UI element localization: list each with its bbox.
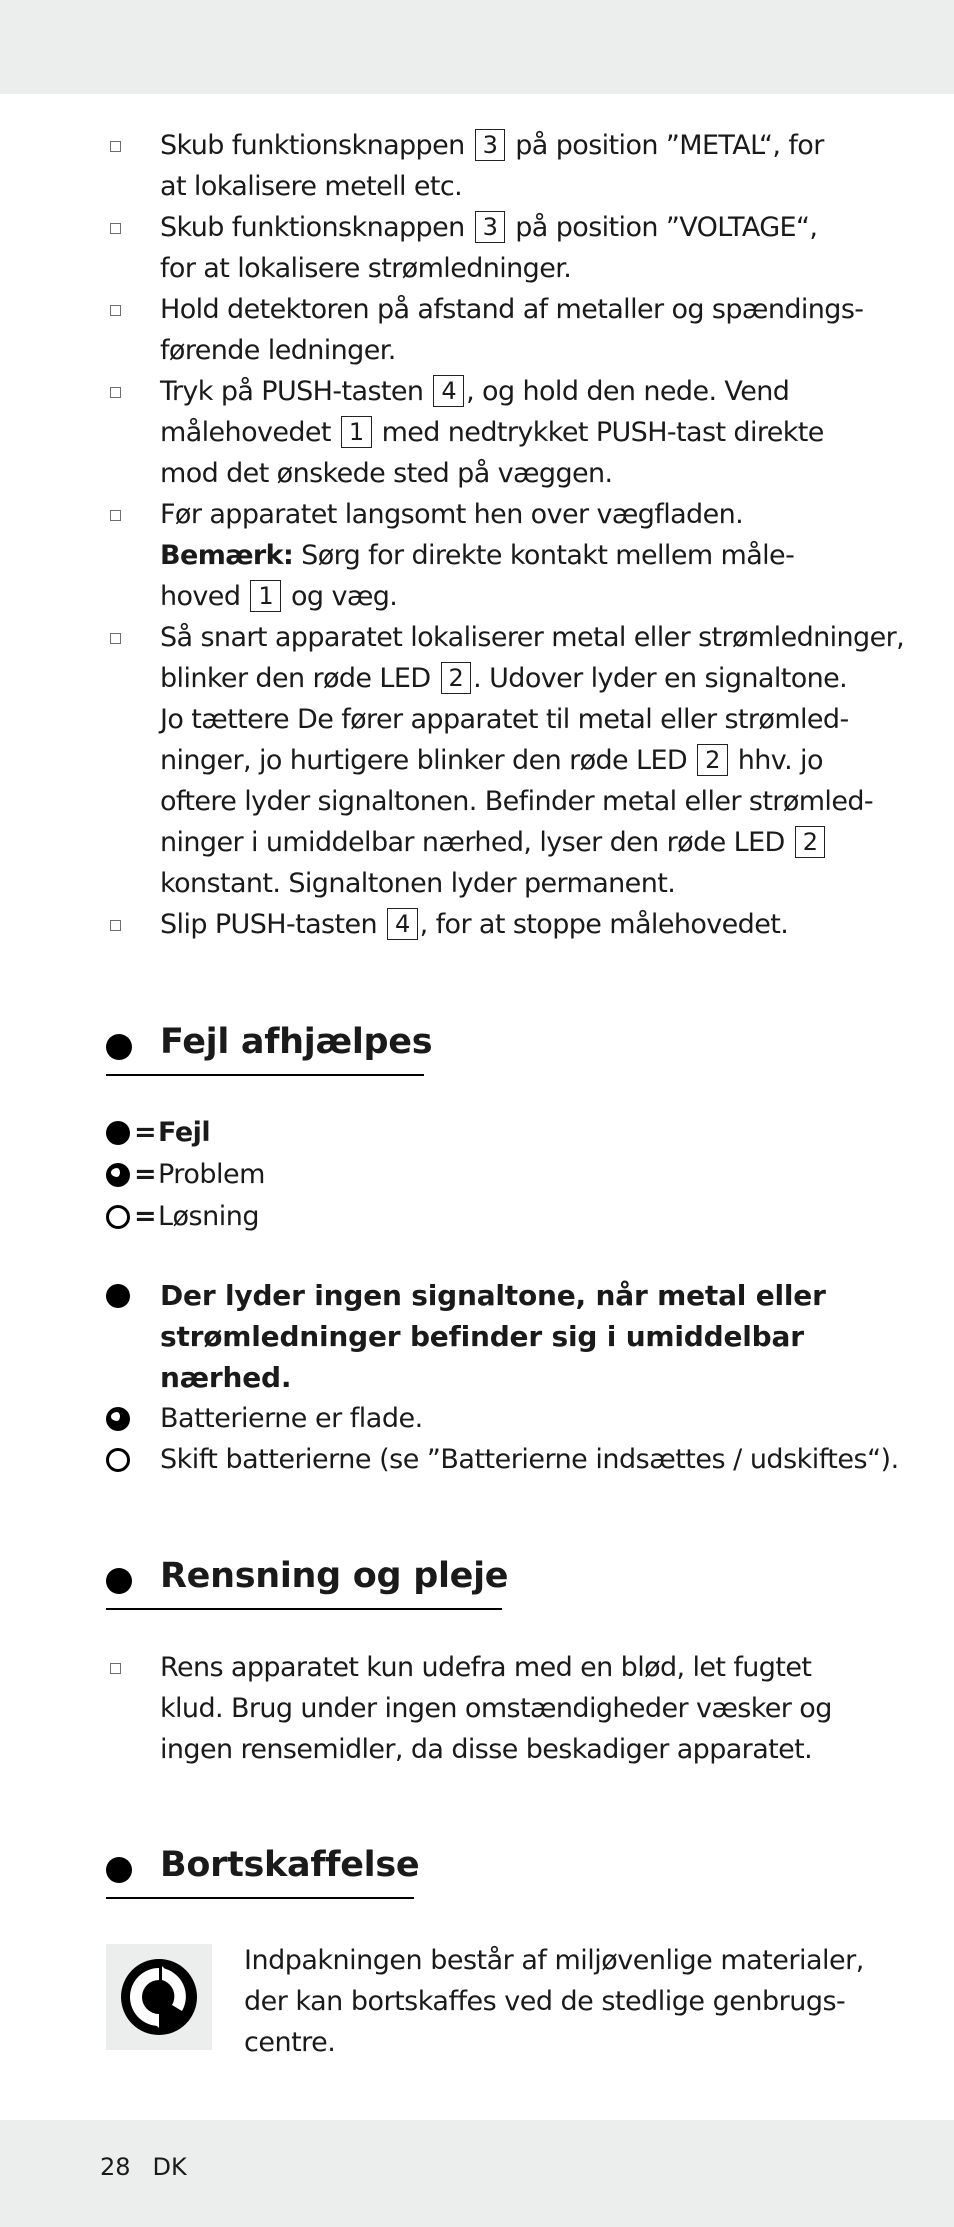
section-title: Bortskaffelse: [160, 1845, 420, 1885]
checkbox-bullet-icon: [110, 510, 121, 521]
reference-number: 2: [795, 826, 826, 858]
checkbox-bullet-icon: [110, 1663, 121, 1674]
fault-entry: [106, 1275, 899, 1480]
step-item: Tryk på PUSH-tasten 4 , og hold den nede. Vend målehovedet 1 med nedtrykket PUSH-tast direkte mod det ønskede sted på væggen.: [0, 371, 850, 494]
legend-label: Løsning: [158, 1201, 259, 1232]
top-band: [0, 0, 954, 94]
reference-number: 2: [441, 662, 472, 694]
legend-label: Problem: [158, 1159, 265, 1190]
reference-number: 4: [387, 908, 418, 940]
bullet-dot-icon: [106, 1857, 132, 1883]
solution-row: Skift batterierne (se ”Batterierne indsættes / udskiftes“).: [106, 1439, 866, 1480]
cleaning-instructions: [0, 1647, 954, 1770]
reference-number: 3: [475, 211, 506, 243]
language-code: DK: [152, 2153, 187, 2181]
heading-underline: [106, 1074, 424, 1076]
filled-circle-icon: [106, 1284, 130, 1308]
reference-number: 3: [475, 129, 506, 161]
page-number: 28: [100, 2153, 131, 2181]
fault-title: Der lyder ingen signaltone, når metal eller strømledninger befinder sig i umiddelbar nærhed.: [106, 1275, 866, 1398]
step-item: Før apparatet langsomt hen over vægfladen. Bemærk: Sørg for direkte kontakt mellem måle- hoved 1 og væg.: [0, 494, 850, 617]
reference-number: 2: [697, 744, 728, 776]
step-item: Så snart apparatet lokaliserer metal eller strømledninger, blinker den røde LED 2 . Udover lyder en signaltone. Jo tættere De fører apparatet til metal eller strømled- ninger, jo hurtigere blinker den røde LED 2 hhv. jo oftere lyder signaltonen. Befinder metal eller strømled- ninger i umiddelbar nærhed, lyser den røde LED 2 konstant. Signaltonen lyder permanent.: [0, 617, 850, 904]
half-circle-icon: [106, 1163, 130, 1187]
checkbox-bullet-icon: [110, 141, 121, 152]
page-footer: [100, 2153, 209, 2181]
half-circle-icon: [106, 1407, 130, 1431]
reference-number: 1: [341, 416, 372, 448]
checkbox-bullet-icon: [110, 305, 121, 316]
heading-underline: [106, 1608, 502, 1610]
filled-circle-icon: [106, 1121, 130, 1145]
operation-steps: [0, 125, 954, 945]
note-label: Bemærk:: [160, 540, 294, 571]
bullet-dot-icon: [106, 1568, 132, 1594]
open-circle-icon: [106, 1448, 130, 1472]
section-title: Rensning og pleje: [160, 1556, 509, 1596]
reference-number: 4: [433, 375, 464, 407]
legend-label: Fejl: [158, 1117, 211, 1148]
disposal-text: Indpakningen består af miljøvenlige materialer, der kan bortskaffes ved de stedlige genbrugs- centre.: [244, 1945, 864, 2058]
section-title: Fejl afhjælpes: [160, 1022, 433, 1062]
heading-underline: [106, 1897, 414, 1899]
checkbox-bullet-icon: [110, 223, 121, 234]
step-item: Skub funktionsknappen 3 på position ”METAL“, for at lokalisere metell etc.: [0, 125, 850, 207]
step-item: Rens apparatet kun udefra med en blød, let fugtet klud. Brug under ingen omstændigheder væsker og ingen rensemidler, da disse beskadiger apparatet.: [0, 1647, 850, 1770]
checkbox-bullet-icon: [110, 920, 121, 931]
step-item: Skub funktionsknappen 3 på position ”VOLTAGE“, for at lokalisere strømledninger.: [0, 207, 850, 289]
checkbox-bullet-icon: [110, 633, 121, 644]
open-circle-icon: [106, 1205, 130, 1229]
step-item: Hold detektoren på afstand af metaller og spændings- førende ledninger.: [0, 289, 850, 371]
checkbox-bullet-icon: [110, 387, 121, 398]
step-item: Slip PUSH-tasten 4 , for at stoppe målehovedet.: [0, 904, 850, 945]
green-dot-recycling-icon: [106, 1944, 212, 2050]
reference-number: 1: [250, 580, 281, 612]
bullet-dot-icon: [106, 1034, 132, 1060]
problem-row: Batterierne er flade.: [106, 1398, 866, 1439]
